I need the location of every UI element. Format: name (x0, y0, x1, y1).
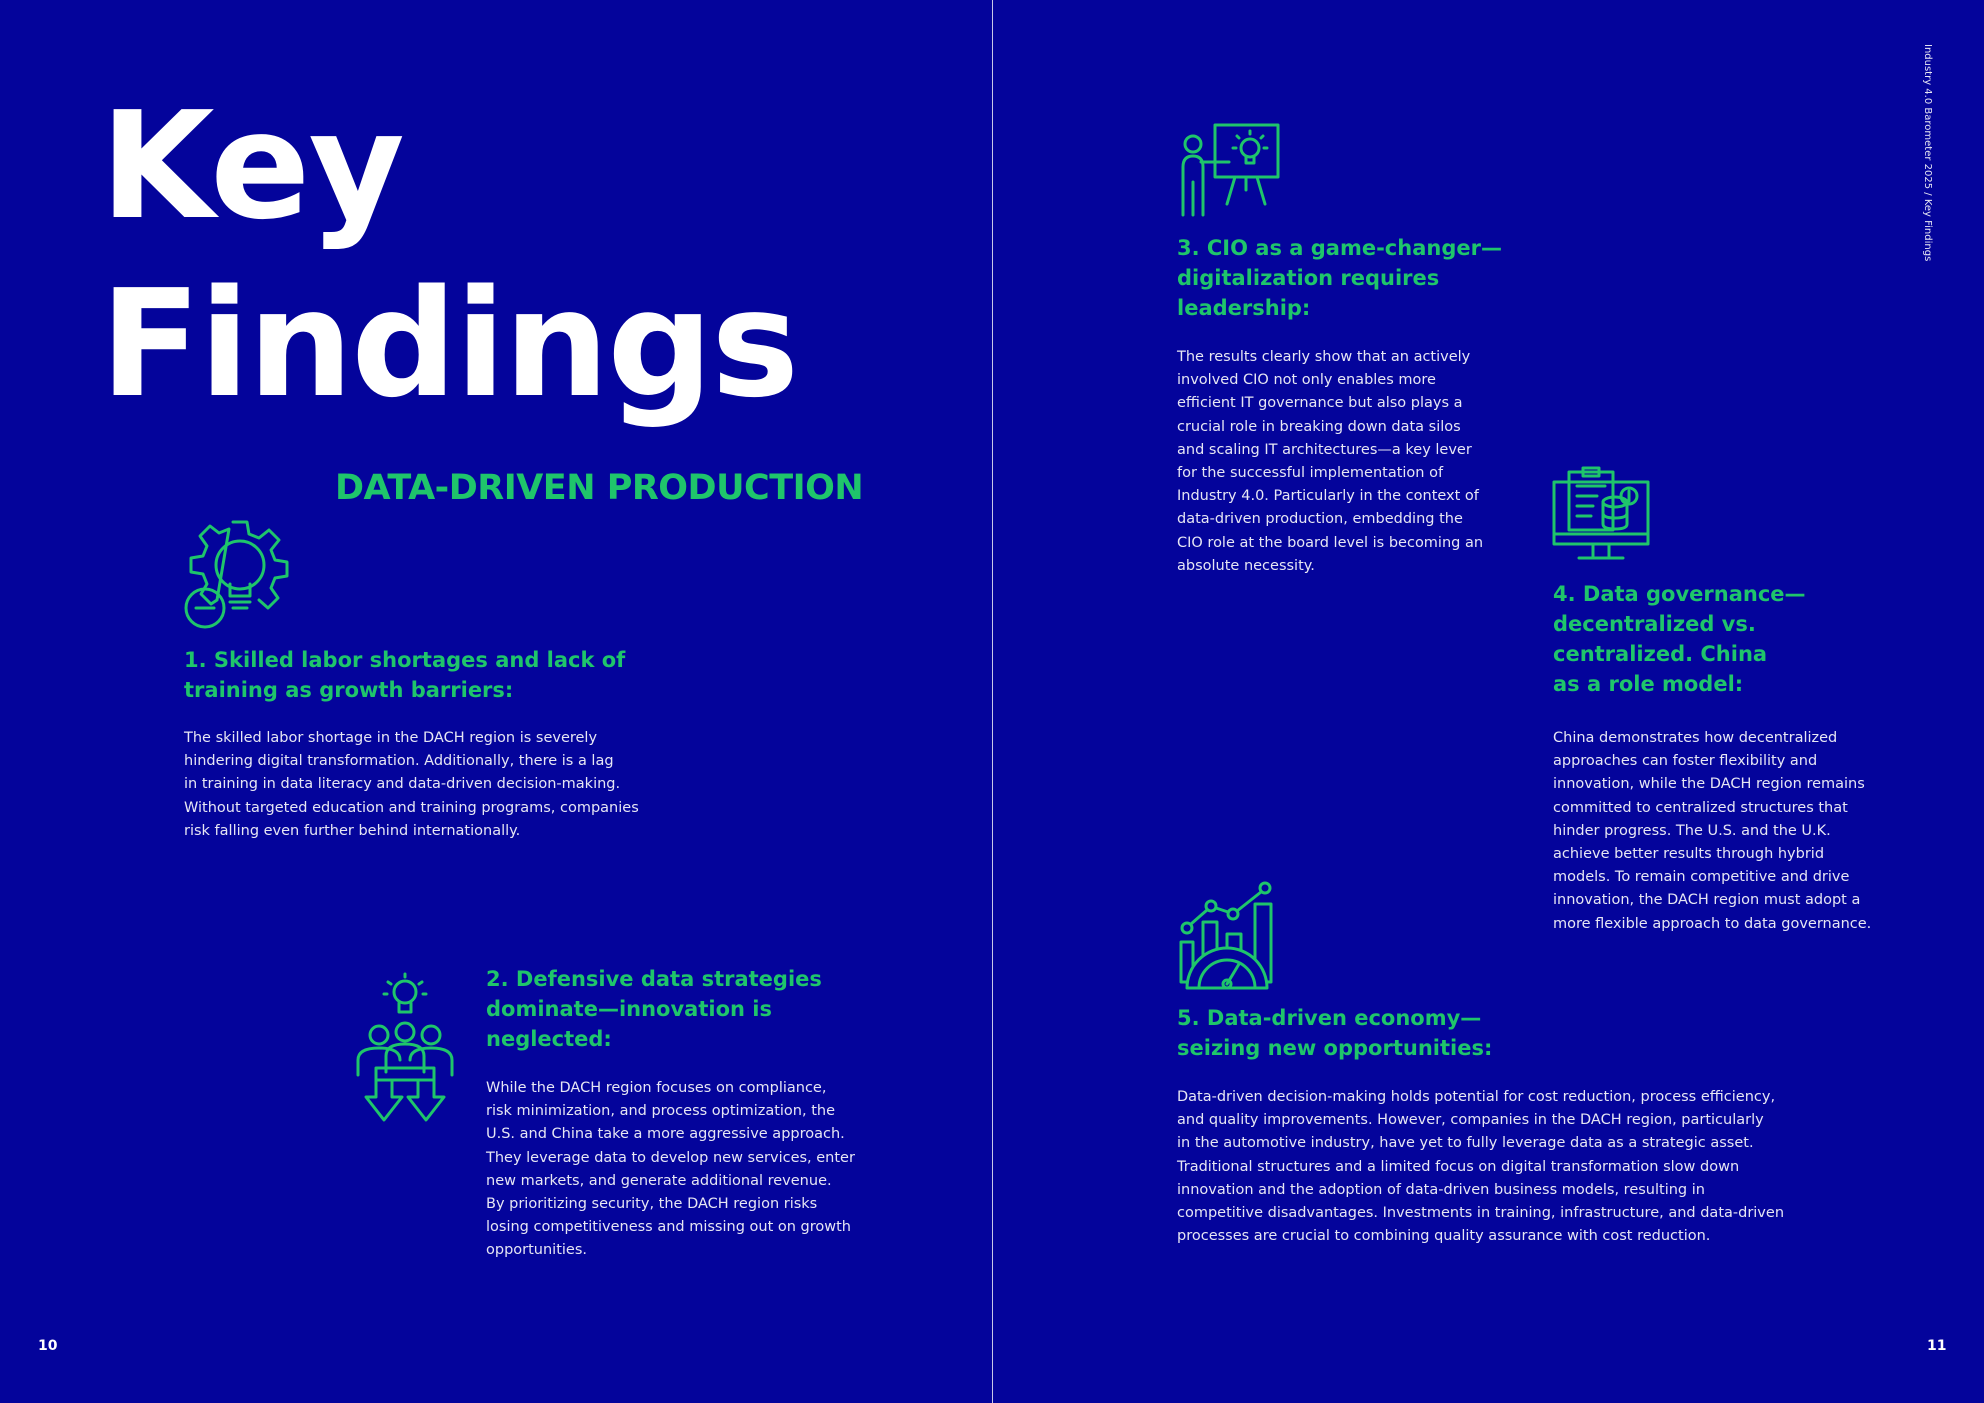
chart-gauge-icon (1177, 880, 1277, 992)
finding-2-title: 2. Defensive data strategies dominate—innovation is neglected: (486, 967, 822, 1051)
finding-3-body: The results clearly show that an actively involved CIO not only enables more efficient IT governance but also plays a crucial role in breaking down data silos and scaling IT architectures—a key lever for the successful implementation of Industry 4.0. Particularly in the context of data-driven production, embedding the CIO role at the board level is becoming an absolute necessity. (1177, 349, 1484, 574)
finding-3-title: 3. CIO as a game-changer— digitalization requires leadership: (1177, 236, 1502, 320)
page-title-line-1: Key (100, 80, 403, 252)
finding-5-body: Data-driven decision-making holds potential for cost reduction, process efficiency, and quality improvements. However, companies in the DACH region, particularly in the automotive industry, have yet to fully leverage data as a strategic asset. Traditional structures and a limited focus on digital transformation slow down innovation and the adoption of data-driven business models, resulting in competitive disadvantages. Investments in training, infrastructure, and data-driven processes are crucial to combining quality assurance with cost reduction. (1177, 1089, 1785, 1245)
finding-1-title: 1. Skilled labor shortages and lack of training as growth barriers: (184, 648, 626, 702)
finding-4-body: China demonstrates how decentralized approaches can foster flexibility and innovation, while the DACH region remains committed to centralized structures that hinder progress. The U.S. and the U.K. achieve better results through hybrid models. To remain competitive and drive innovation, the DACH region must adopt a more flexible approach to data governance. (1553, 730, 1872, 932)
finding-2-body: While the DACH region focuses on compliance, risk minimization, and process optimization, the U.S. and China take a more aggressive approach. They leverage data to develop new services, enter new markets, and generate additional revenue. By prioritizing security, the DACH region risks losing competitiveness and missing out on growth opportunities. (486, 1080, 855, 1259)
running-head: Industry 4.0 Barometer 2025 / Key Findings (1922, 44, 1933, 262)
presenter-board-icon (1177, 122, 1283, 217)
page-title-line-2: Findings (100, 258, 798, 430)
team-lightbulb-arrows-icon (354, 972, 457, 1132)
finding-1-body: The skilled labor shortage in the DACH region is severely hindering digital transformation. Additionally, there is a lag in training in data literacy and data-driven decision-making. Without targeted education and training programs, companies risk falling even further behind internationally. (184, 730, 639, 839)
finding-4-title: 4. Data governance— decentralized vs. centralized. China as a role model: (1553, 582, 1806, 696)
finding-5-title: 5. Data-driven economy— seizing new opportunities: (1177, 1006, 1493, 1060)
page-number-left: 10 (38, 1338, 58, 1354)
gear-lightbulb-icon (183, 518, 298, 631)
page-divider (992, 0, 993, 1403)
page-number-right: 11 (1927, 1338, 1947, 1354)
section-heading: DATA-DRIVEN PRODUCTION (335, 468, 864, 508)
monitor-database-icon (1551, 466, 1651, 562)
